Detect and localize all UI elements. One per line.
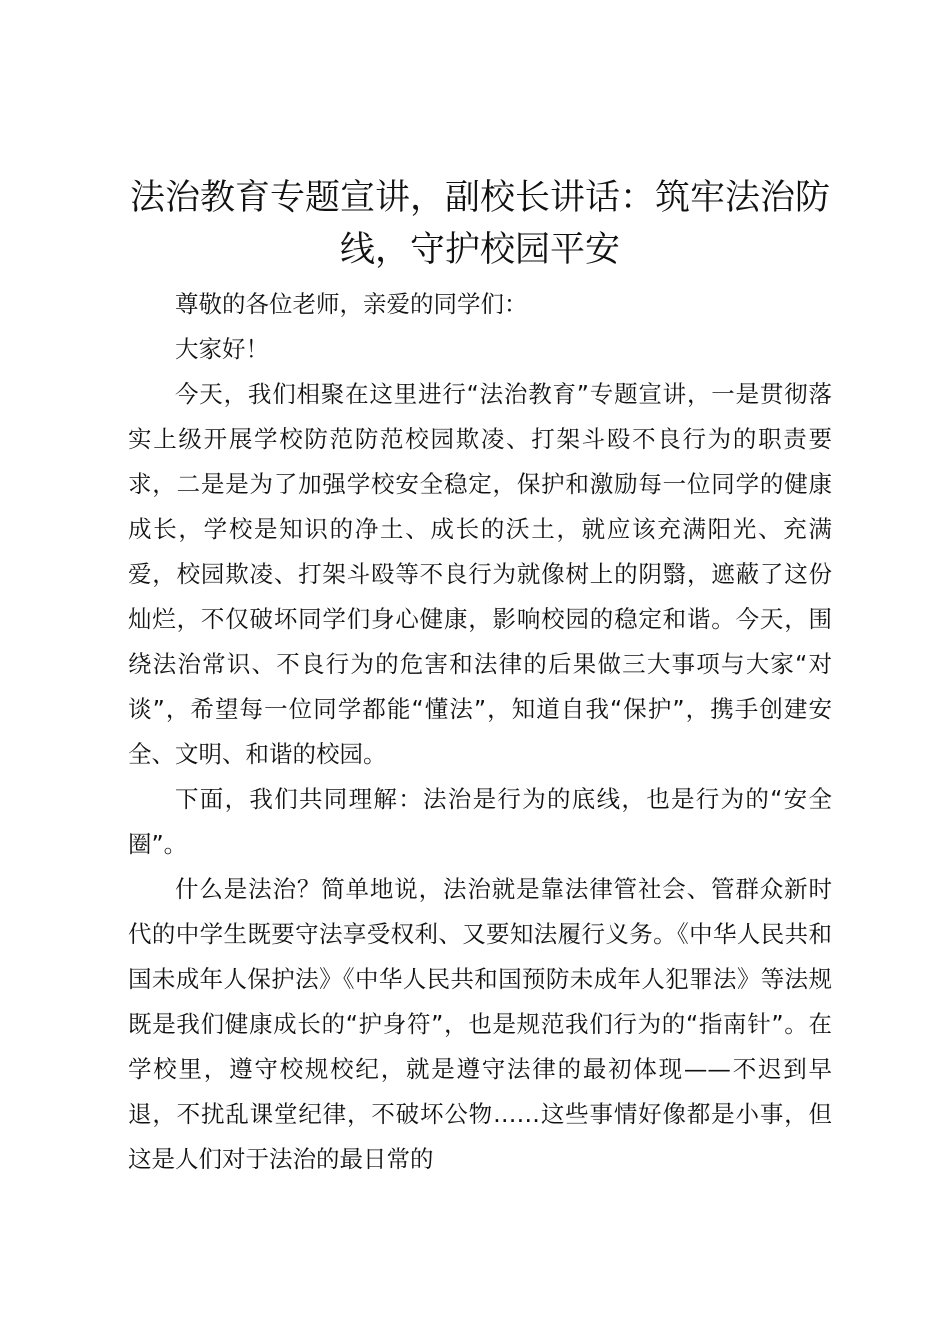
document-page: [128, 172, 832, 1182]
intro-paragraph: 今天，我们相聚在这里进行“法治教育”专题宣讲，一是贯彻落实上级开展学校防范防范校园欺凌、打架斗殴不良行为的职责要求，二是是为了加强学校安全稳定，保护和激励每一位同学的健康成长，学校是知识的净土、成长的沃土，就应该充满阳光、充满爱，校园欺凌、打架斗殴等不良行为就像树上的阴翳，遮蔽了这份灿烂，不仅破坏同学们身心健康，影响校园的稳定和谐。今天，围绕法治常识、不良行为的危害和法律的后果做三大事项与大家“对谈”，希望每一位同学都能“懂法”，知道自我“保护”，携手创建安全、文明、和谐的校园。: [128, 380, 832, 768]
transition-paragraph: 下面，我们共同理解：法治是行为的底线，也是行为的“安全圈”。: [128, 785, 832, 858]
greeting-paragraph: 大家好！: [175, 335, 269, 363]
document-title: 法治教育专题宣讲，副校长讲话：筑牢法治防线，守护校园平安: [129, 178, 830, 270]
salutation-paragraph: 尊敬的各位老师，亲爱的同学们：: [175, 290, 528, 318]
rule-of-law-paragraph: 什么是法治？简单地说，法治就是靠法律管社会、管群众新时代的中学生既要守法享受权利、又要知法履行义务。《中华人民共和国未成年人保护法》《中华人民共和国预防未成年人犯罪法》等法规既是我们健康成长的“护身符”，也是规范我们行为的“指南针”。在学校里，遵守校规校纪，就是遵守法律的最初体现——不迟到早退，不扰乱课堂纪律，不破坏公物……这些事情好像都是小事，但这是人们对于法治的最日常的: [128, 875, 832, 1173]
